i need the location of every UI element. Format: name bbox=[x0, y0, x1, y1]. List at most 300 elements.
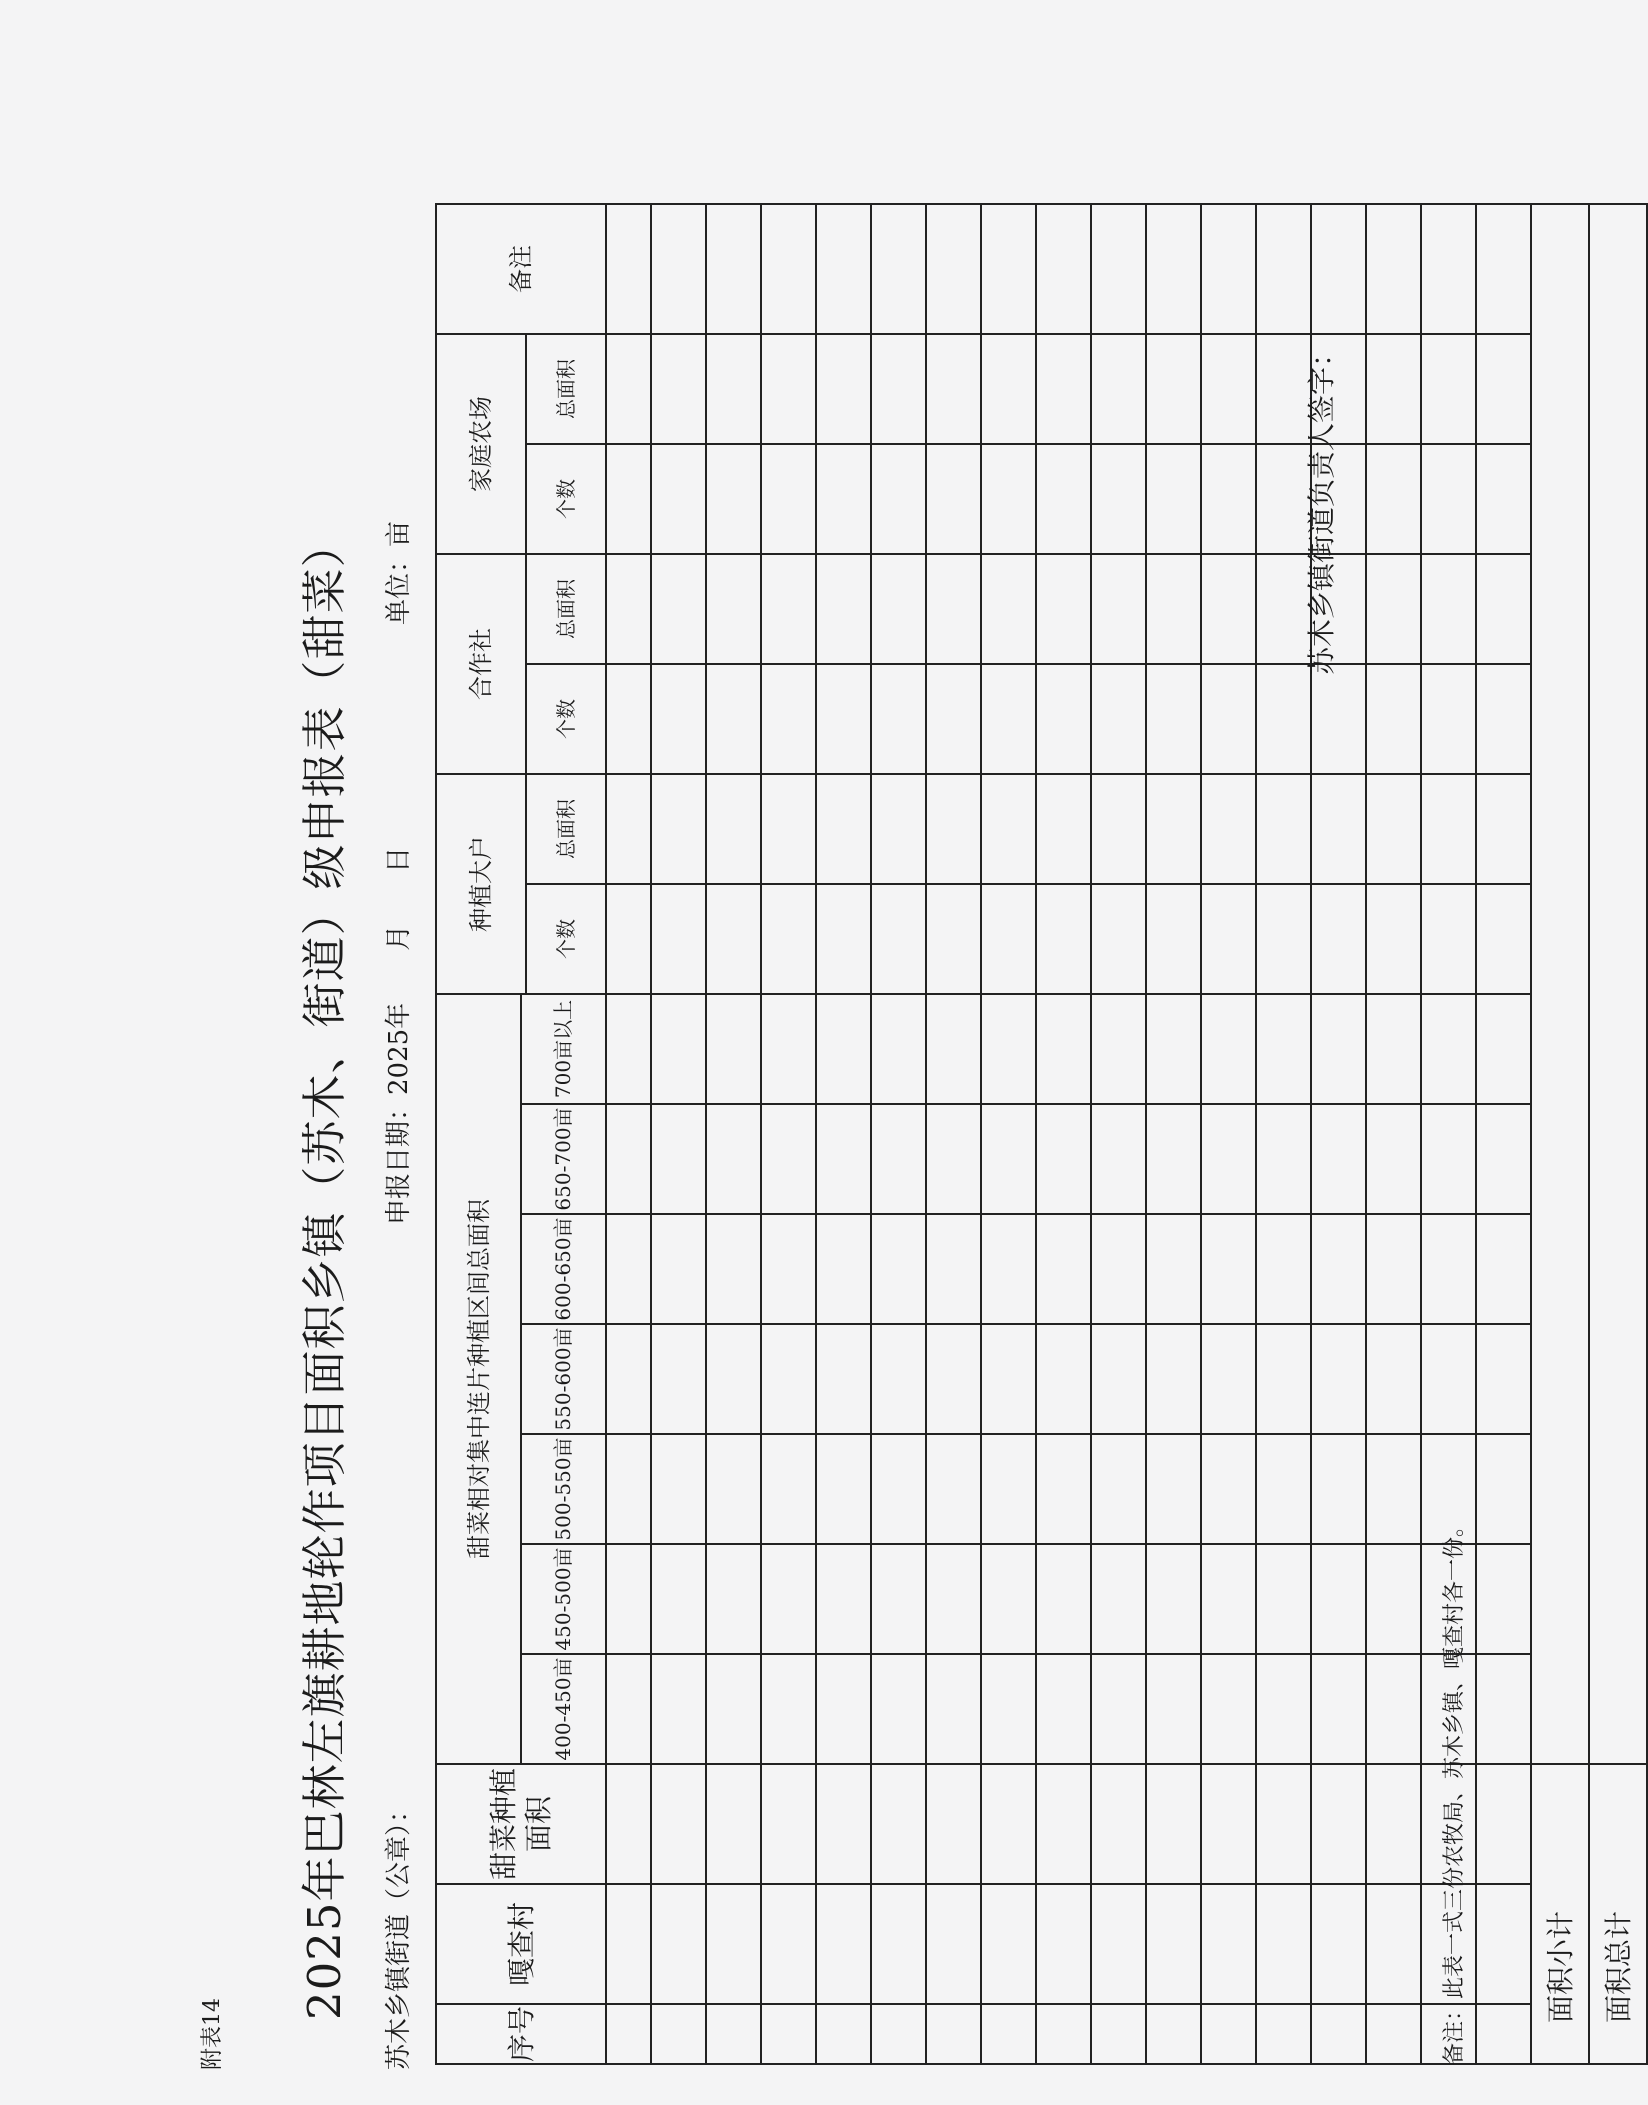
table-cell bbox=[606, 1544, 651, 1654]
table-cell bbox=[1256, 2004, 1311, 2064]
table-cell bbox=[926, 1764, 981, 1884]
table-cell bbox=[1091, 554, 1146, 664]
table-cell bbox=[1146, 204, 1201, 334]
header-family-farm-count: 个数 bbox=[526, 444, 606, 554]
table-cell bbox=[1311, 1654, 1366, 1764]
table-cell bbox=[1036, 1104, 1091, 1214]
table-cell bbox=[1201, 444, 1256, 554]
table-cell bbox=[606, 334, 651, 444]
table-cell bbox=[1201, 1654, 1256, 1764]
table-cell bbox=[1366, 1434, 1421, 1544]
table-cell bbox=[926, 1654, 981, 1764]
table-cell bbox=[606, 664, 651, 774]
table-cell bbox=[1476, 994, 1531, 1104]
table-cell bbox=[1476, 884, 1531, 994]
table-cell bbox=[1476, 774, 1531, 884]
table-cell bbox=[1421, 204, 1476, 334]
table-cell bbox=[1091, 994, 1146, 1104]
table-cell bbox=[1476, 1434, 1531, 1544]
table-cell bbox=[1091, 1544, 1146, 1654]
table-cell bbox=[706, 1104, 761, 1214]
table-cell bbox=[816, 334, 871, 444]
table-cell bbox=[651, 444, 706, 554]
header-cooperative-total-area: 总面积 bbox=[526, 554, 606, 664]
table-cell bbox=[651, 1324, 706, 1434]
table-cell bbox=[816, 994, 871, 1104]
table-row bbox=[1036, 204, 1091, 2064]
table-cell bbox=[1091, 444, 1146, 554]
unit-label: 单位：亩 bbox=[384, 520, 414, 625]
table-cell bbox=[1036, 994, 1091, 1104]
table-cell bbox=[926, 1104, 981, 1214]
table-cell bbox=[1091, 664, 1146, 774]
table-cell bbox=[1091, 1214, 1146, 1324]
table-row bbox=[651, 204, 706, 2064]
table-cell bbox=[761, 664, 816, 774]
table-cell bbox=[1201, 554, 1256, 664]
table-cell bbox=[981, 994, 1036, 1104]
table-cell bbox=[1476, 204, 1531, 334]
table-cell bbox=[606, 444, 651, 554]
table-cell bbox=[981, 204, 1036, 334]
table-cell bbox=[816, 1654, 871, 1764]
table-cell bbox=[606, 1764, 651, 1884]
table-cell bbox=[761, 1324, 816, 1434]
table-cell bbox=[1201, 664, 1256, 774]
table-cell bbox=[981, 884, 1036, 994]
table-row bbox=[926, 204, 981, 2064]
table-row bbox=[606, 204, 651, 2064]
table-cell bbox=[1201, 1214, 1256, 1324]
table-cell bbox=[651, 1654, 706, 1764]
table-cell bbox=[651, 1214, 706, 1324]
table-cell bbox=[816, 884, 871, 994]
table-cell bbox=[871, 884, 926, 994]
table-cell bbox=[1146, 664, 1201, 774]
table-cell bbox=[1036, 1324, 1091, 1434]
table-cell bbox=[1421, 1104, 1476, 1214]
total-label: 面积总计 bbox=[1589, 1764, 1647, 2064]
table-cell bbox=[706, 204, 761, 334]
table-cell bbox=[816, 1214, 871, 1324]
header-big-grower-count: 个数 bbox=[526, 884, 606, 994]
table-cell bbox=[1366, 2004, 1421, 2064]
table-cell bbox=[1201, 1324, 1256, 1434]
table-cell bbox=[1036, 664, 1091, 774]
table-row bbox=[871, 204, 926, 2064]
table-cell bbox=[816, 1884, 871, 2004]
annex-label: 附表14 bbox=[200, 1998, 225, 2070]
table-cell bbox=[1256, 1214, 1311, 1324]
table-cell bbox=[1311, 1434, 1366, 1544]
table-cell bbox=[926, 1884, 981, 2004]
table-cell bbox=[761, 994, 816, 1104]
table-cell bbox=[1476, 1324, 1531, 1434]
table-cell bbox=[706, 1324, 761, 1434]
total-values bbox=[1589, 204, 1647, 1764]
table-cell bbox=[1146, 1434, 1201, 1544]
table-cell bbox=[651, 994, 706, 1104]
table-cell bbox=[926, 774, 981, 884]
table-cell bbox=[1201, 1544, 1256, 1654]
table-cell bbox=[871, 1214, 926, 1324]
table-cell bbox=[1366, 1764, 1421, 1884]
table-row bbox=[706, 204, 761, 2064]
header-family-farm-total-area: 总面积 bbox=[526, 334, 606, 444]
table-cell bbox=[606, 2004, 651, 2064]
table-cell bbox=[761, 554, 816, 664]
table-cell bbox=[1366, 554, 1421, 664]
table-cell bbox=[706, 1214, 761, 1324]
table-cell bbox=[1091, 1324, 1146, 1434]
table-cell bbox=[1201, 994, 1256, 1104]
table-cell bbox=[926, 444, 981, 554]
table-cell bbox=[706, 444, 761, 554]
table-cell bbox=[606, 1884, 651, 2004]
subtotal-label: 面积小计 bbox=[1531, 1764, 1589, 2064]
table-cell bbox=[651, 2004, 706, 2064]
table-row bbox=[1201, 204, 1256, 2064]
header-range-700-plus: 700亩以上 bbox=[521, 994, 606, 1104]
table-cell bbox=[1091, 884, 1146, 994]
table-cell bbox=[981, 334, 1036, 444]
table-cell bbox=[651, 884, 706, 994]
table-cell bbox=[1146, 334, 1201, 444]
table-cell bbox=[871, 1654, 926, 1764]
town-stamp-label: 苏木乡镇街道（公章）： bbox=[384, 1796, 414, 2070]
table-cell bbox=[606, 1654, 651, 1764]
table-cell bbox=[606, 1324, 651, 1434]
table-cell bbox=[1256, 664, 1311, 774]
table-cell bbox=[651, 554, 706, 664]
table-cell bbox=[761, 1544, 816, 1654]
table-cell bbox=[981, 1884, 1036, 2004]
table-cell bbox=[1036, 1884, 1091, 2004]
table-cell bbox=[651, 1544, 706, 1654]
table-cell bbox=[761, 2004, 816, 2064]
table-cell bbox=[1146, 1214, 1201, 1324]
table-cell bbox=[981, 1324, 1036, 1434]
table-cell bbox=[1036, 444, 1091, 554]
table-cell bbox=[1421, 1214, 1476, 1324]
table-cell bbox=[816, 1764, 871, 1884]
table-cell bbox=[1311, 1764, 1366, 1884]
table-cell bbox=[706, 1544, 761, 1654]
table-cell bbox=[1421, 334, 1476, 444]
table-cell bbox=[981, 1104, 1036, 1214]
table-cell bbox=[816, 1434, 871, 1544]
table-cell bbox=[1366, 1214, 1421, 1324]
table-cell bbox=[1421, 554, 1476, 664]
table-row bbox=[816, 204, 871, 2064]
table-cell bbox=[1366, 664, 1421, 774]
table-cell bbox=[761, 1214, 816, 1324]
table-cell bbox=[606, 204, 651, 334]
table-cell bbox=[816, 1324, 871, 1434]
table-cell bbox=[761, 1654, 816, 1764]
table-cell bbox=[651, 1764, 706, 1884]
table-cell bbox=[706, 774, 761, 884]
table-cell bbox=[1091, 1654, 1146, 1764]
table-cell bbox=[981, 444, 1036, 554]
table-cell bbox=[1421, 444, 1476, 554]
table-cell bbox=[1146, 1544, 1201, 1654]
table-cell bbox=[871, 444, 926, 554]
header-planting-area: 甜菜种植面积 bbox=[436, 1764, 606, 1884]
table-cell bbox=[926, 204, 981, 334]
table-cell bbox=[1091, 1104, 1146, 1214]
table-cell bbox=[816, 444, 871, 554]
table-cell bbox=[761, 1764, 816, 1884]
table-cell bbox=[1146, 774, 1201, 884]
table-cell bbox=[1201, 1764, 1256, 1884]
table-cell bbox=[606, 554, 651, 664]
table-cell bbox=[761, 1104, 816, 1214]
table-cell bbox=[981, 554, 1036, 664]
table-cell bbox=[761, 1434, 816, 1544]
table-cell bbox=[1311, 1214, 1366, 1324]
subtotal-values bbox=[1531, 204, 1589, 1764]
table-cell bbox=[1091, 774, 1146, 884]
table-cell bbox=[1476, 1764, 1531, 1884]
table-cell bbox=[1311, 2004, 1366, 2064]
table-cell bbox=[1421, 664, 1476, 774]
table-cell bbox=[1146, 444, 1201, 554]
table-cell bbox=[1311, 1884, 1366, 2004]
table-cell bbox=[651, 664, 706, 774]
table-cell bbox=[1091, 1764, 1146, 1884]
table-cell bbox=[651, 204, 706, 334]
table-cell bbox=[761, 884, 816, 994]
table-cell bbox=[1091, 1434, 1146, 1544]
table-cell bbox=[871, 2004, 926, 2064]
table-cell bbox=[1366, 1544, 1421, 1654]
table-cell bbox=[1036, 1434, 1091, 1544]
table-cell bbox=[1036, 334, 1091, 444]
table-cell bbox=[816, 554, 871, 664]
table-row bbox=[1146, 204, 1201, 2064]
table-row bbox=[761, 204, 816, 2064]
table-cell bbox=[1256, 884, 1311, 994]
table-cell bbox=[1201, 1104, 1256, 1214]
table-cell bbox=[871, 1884, 926, 2004]
table-cell bbox=[1476, 554, 1531, 664]
table-cell bbox=[926, 1544, 981, 1654]
table-cell bbox=[1366, 1654, 1421, 1764]
table-cell bbox=[871, 554, 926, 664]
table-cell bbox=[1311, 1104, 1366, 1214]
table-cell bbox=[1311, 664, 1366, 774]
table-cell bbox=[606, 1434, 651, 1544]
table-cell bbox=[1146, 1104, 1201, 1214]
table-cell bbox=[1256, 1764, 1311, 1884]
table-cell bbox=[981, 1434, 1036, 1544]
header-cooperative-count: 个数 bbox=[526, 664, 606, 774]
footnote: 备注：此表一式三份农牧局、苏木乡镇、嘎查村各一份。 bbox=[1442, 1514, 1467, 2065]
table-cell bbox=[761, 1884, 816, 2004]
form-title: 2025年巴林左旗耕地轮作项目面积乡镇（苏木、街道）级申报表（甜菜） bbox=[298, 521, 351, 2020]
table-cell bbox=[816, 2004, 871, 2064]
table-cell bbox=[926, 994, 981, 1104]
table-cell bbox=[761, 334, 816, 444]
header-big-grower-total-area: 总面积 bbox=[526, 774, 606, 884]
table-cell bbox=[871, 774, 926, 884]
table-cell bbox=[1311, 1324, 1366, 1434]
table-cell bbox=[816, 664, 871, 774]
header-range-550-600: 550-600亩 bbox=[521, 1324, 606, 1434]
table-cell bbox=[1311, 1544, 1366, 1654]
table-cell bbox=[1091, 204, 1146, 334]
table-cell bbox=[871, 994, 926, 1104]
table-cell bbox=[871, 1544, 926, 1654]
table-cell bbox=[1366, 1104, 1421, 1214]
table-cell bbox=[761, 774, 816, 884]
table-cell bbox=[871, 1764, 926, 1884]
table-cell bbox=[706, 884, 761, 994]
table-cell bbox=[816, 1544, 871, 1654]
table-cell bbox=[1366, 334, 1421, 444]
table-cell bbox=[706, 1434, 761, 1544]
table-cell bbox=[1256, 774, 1311, 884]
report-date: 申报日期：2025年 月 日 bbox=[384, 846, 414, 1225]
table-cell bbox=[1256, 1884, 1311, 2004]
table-cell bbox=[1201, 1434, 1256, 1544]
table-cell bbox=[871, 1324, 926, 1434]
table-cell bbox=[651, 1104, 706, 1214]
signature-label: 苏木乡镇街道负责人签字： bbox=[1305, 338, 1338, 675]
table-cell bbox=[926, 1434, 981, 1544]
table-cell bbox=[1036, 554, 1091, 664]
header-concentrated-area: 甜菜相对集中连片种植区间总面积 bbox=[436, 994, 521, 1764]
header-big-grower: 种植大户 bbox=[436, 774, 526, 994]
table-cell bbox=[1366, 994, 1421, 1104]
table-cell bbox=[1091, 1884, 1146, 2004]
table-cell bbox=[1256, 204, 1311, 334]
table-cell bbox=[1476, 1214, 1531, 1324]
table-cell bbox=[1146, 554, 1201, 664]
header-range-500-550: 500-550亩 bbox=[521, 1434, 606, 1544]
table-cell bbox=[1201, 2004, 1256, 2064]
table-cell bbox=[1036, 884, 1091, 994]
table-cell bbox=[1476, 664, 1531, 774]
table-cell bbox=[1366, 884, 1421, 994]
table-cell bbox=[1146, 884, 1201, 994]
table-cell bbox=[1476, 334, 1531, 444]
header-range-600-650: 600-650亩 bbox=[521, 1214, 606, 1324]
table-cell bbox=[871, 664, 926, 774]
table-cell bbox=[706, 664, 761, 774]
header-range-400-450: 400-450亩 bbox=[521, 1654, 606, 1764]
table-cell bbox=[1091, 334, 1146, 444]
table-cell bbox=[1366, 1324, 1421, 1434]
table-cell bbox=[706, 1764, 761, 1884]
table-cell bbox=[1146, 1764, 1201, 1884]
table-cell bbox=[706, 994, 761, 1104]
table-cell bbox=[1036, 1214, 1091, 1324]
table-cell bbox=[981, 1544, 1036, 1654]
table-row bbox=[1476, 204, 1531, 2064]
table-cell bbox=[761, 444, 816, 554]
table-cell bbox=[1311, 884, 1366, 994]
table-cell bbox=[1366, 774, 1421, 884]
table-cell bbox=[1201, 774, 1256, 884]
table-cell bbox=[1146, 1654, 1201, 1764]
table-cell bbox=[926, 554, 981, 664]
table-cell bbox=[816, 1104, 871, 1214]
table-cell bbox=[1036, 1544, 1091, 1654]
table-cell bbox=[1036, 1654, 1091, 1764]
table-cell bbox=[926, 664, 981, 774]
table-cell bbox=[1256, 1434, 1311, 1544]
table-cell bbox=[706, 2004, 761, 2064]
table-row bbox=[981, 204, 1036, 2064]
data-rows bbox=[606, 204, 1531, 2064]
table-cell bbox=[1036, 774, 1091, 884]
header-village: 嘎查村 bbox=[436, 1884, 606, 2004]
table-cell bbox=[981, 664, 1036, 774]
table-cell bbox=[706, 1654, 761, 1764]
table-cell bbox=[1256, 1104, 1311, 1214]
table-cell bbox=[1036, 1764, 1091, 1884]
table-cell bbox=[1476, 1884, 1531, 2004]
table-cell bbox=[1421, 994, 1476, 1104]
table-cell bbox=[706, 334, 761, 444]
table-cell bbox=[1146, 1884, 1201, 2004]
table-cell bbox=[926, 334, 981, 444]
header-family-farm: 家庭农场 bbox=[436, 334, 526, 554]
header-range-650-700: 650-700亩 bbox=[521, 1104, 606, 1214]
table-cell bbox=[651, 334, 706, 444]
table-cell bbox=[981, 1214, 1036, 1324]
table-cell bbox=[1366, 444, 1421, 554]
table-cell bbox=[651, 1434, 706, 1544]
table-cell bbox=[1311, 994, 1366, 1104]
table-cell bbox=[871, 1104, 926, 1214]
table-cell bbox=[816, 204, 871, 334]
table-cell bbox=[926, 1324, 981, 1434]
table-cell bbox=[1201, 884, 1256, 994]
table-row bbox=[1091, 204, 1146, 2064]
table-cell bbox=[1311, 774, 1366, 884]
table-cell bbox=[926, 1214, 981, 1324]
table-cell bbox=[871, 204, 926, 334]
table-cell bbox=[981, 2004, 1036, 2064]
table-cell bbox=[1201, 204, 1256, 334]
table-cell bbox=[706, 554, 761, 664]
header-row-1 bbox=[436, 204, 521, 2064]
table-cell bbox=[651, 1884, 706, 2004]
table-cell bbox=[926, 2004, 981, 2064]
table-cell bbox=[871, 1434, 926, 1544]
table-cell bbox=[1476, 444, 1531, 554]
table-cell bbox=[871, 334, 926, 444]
table-cell bbox=[1146, 2004, 1201, 2064]
table-cell bbox=[1476, 1654, 1531, 1764]
table-cell bbox=[1311, 204, 1366, 334]
table-cell bbox=[981, 774, 1036, 884]
table-cell bbox=[1146, 1324, 1201, 1434]
header-remark: 备注 bbox=[436, 204, 606, 334]
table-cell bbox=[1256, 1324, 1311, 1434]
table-cell bbox=[1256, 1654, 1311, 1764]
table-cell bbox=[1421, 774, 1476, 884]
table-cell bbox=[1091, 2004, 1146, 2064]
table-cell bbox=[1036, 2004, 1091, 2064]
table-cell bbox=[1476, 1104, 1531, 1214]
table-cell bbox=[706, 1884, 761, 2004]
table-cell bbox=[1366, 1884, 1421, 2004]
table-cell bbox=[1201, 1884, 1256, 2004]
